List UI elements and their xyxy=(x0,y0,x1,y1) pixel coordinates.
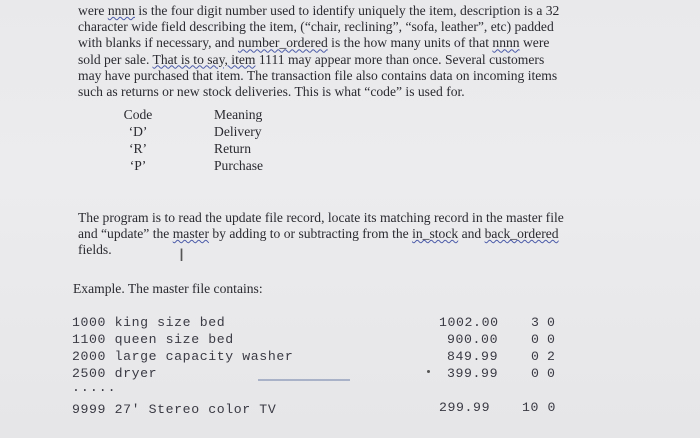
code-value: ‘D’ xyxy=(128,124,148,139)
intro-line: may have purchased that item. The transaction file also contains data on incoming items xyxy=(78,67,558,83)
record-price: 900.00 xyxy=(447,332,499,347)
last-record-price: 299.99 xyxy=(439,400,491,415)
code-row xyxy=(118,158,318,175)
meaning-value: Delivery xyxy=(214,124,262,139)
intro-line: character wide field describing the item, (“chair, reclining”, “sofa, leather”, etc) padded xyxy=(78,19,554,35)
record-in-stock: 0 xyxy=(531,366,540,381)
program-line: fields. xyxy=(78,242,112,258)
record-desc: 2500 dryer xyxy=(72,366,158,381)
meaning-value: Return xyxy=(214,141,251,156)
program-line: and “update” the master by adding to or subtracting from the in_stock and back_ordered xyxy=(78,226,559,242)
record-in-stock: 0 xyxy=(531,332,540,347)
meaning-header: Meaning xyxy=(214,107,263,122)
record-desc: 1000 king size bed xyxy=(72,315,226,330)
code-row xyxy=(118,141,318,158)
intro-line: were nnnn is the four digit number used to identify uniquely the item, description is a 32 xyxy=(78,3,560,18)
meaning-value: Purchase xyxy=(214,158,264,173)
code-table xyxy=(118,107,318,177)
intro-line: sold per sale. That is to say, item 1111 may appear more than once. Several customers xyxy=(78,51,545,67)
code-value: ‘P’ xyxy=(129,158,147,173)
record-back-ordered: 0 xyxy=(547,332,556,347)
record-price: 849.99 xyxy=(447,349,499,364)
code-row xyxy=(118,124,318,141)
code-table-header xyxy=(118,107,318,124)
record-back-ordered: 0 xyxy=(547,366,556,381)
intro-line: with blanks if necessary, and number_ordered is the how many units of that nnnn were xyxy=(78,35,550,51)
intro-line: such as returns or new stock deliveries. This is what “code” is used for. xyxy=(78,84,465,100)
stray-dot xyxy=(427,370,430,373)
record-in-stock: 3 xyxy=(531,315,540,330)
record-back-ordered: 0 xyxy=(547,315,556,330)
record-in-stock: 0 xyxy=(531,349,540,364)
intro-paragraph xyxy=(78,3,638,100)
code-value: ‘R’ xyxy=(128,141,148,156)
record-desc: 1100 queen size bed xyxy=(72,332,234,347)
program-paragraph xyxy=(78,210,638,259)
record-desc: 2000 large capacity washer xyxy=(72,349,294,364)
last-record-qty: 10 0 xyxy=(522,400,557,415)
record-back-ordered: 2 xyxy=(547,349,556,364)
code-header: Code xyxy=(123,107,153,122)
last-record-desc: 9999 27' Stereo color TV xyxy=(72,402,277,417)
record-price: 399.99 xyxy=(447,366,499,381)
example-heading: Example. The master file contains: xyxy=(73,281,263,296)
ellipsis: ..... xyxy=(72,380,117,395)
text-cursor-icon: I xyxy=(179,246,185,266)
divider-line xyxy=(258,379,350,381)
record-price: 1002.00 xyxy=(439,315,499,330)
program-line: The program is to read the update file record, locate its matching record in the master file xyxy=(78,210,564,225)
